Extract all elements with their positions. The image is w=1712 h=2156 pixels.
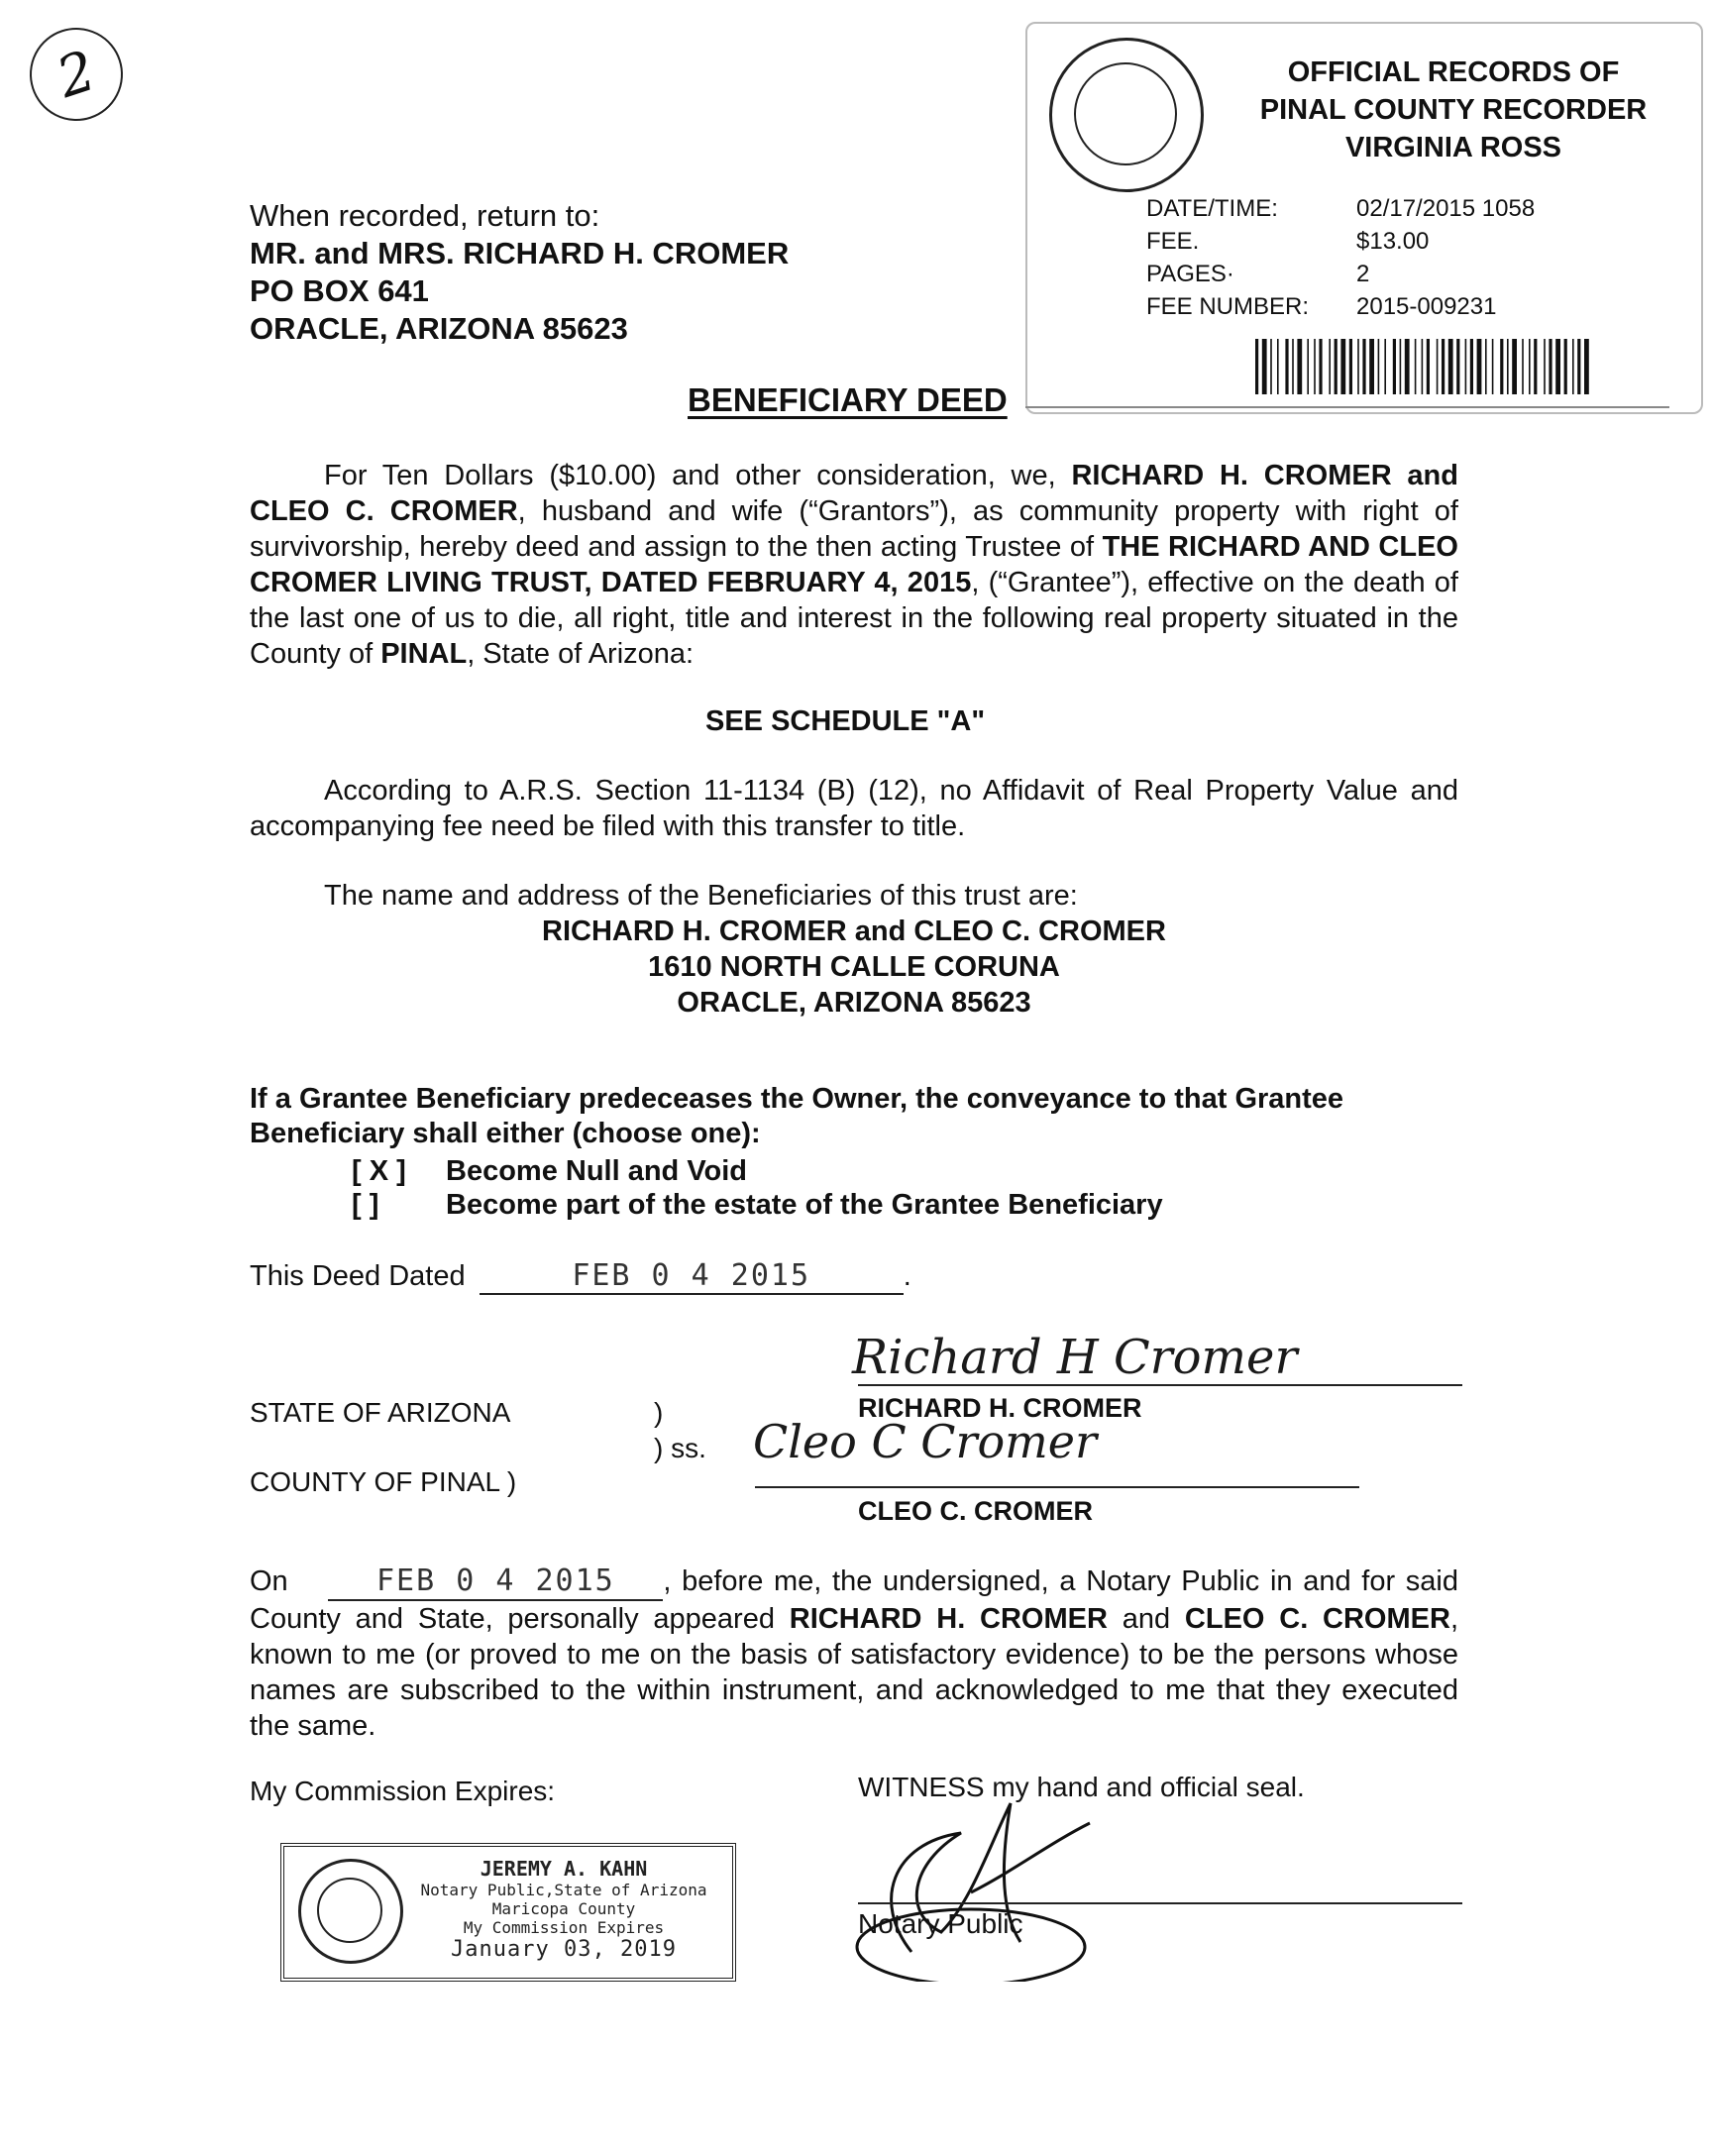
trust-name: THE RICHARD AND CLEO CROMER LIVING TRUST, DATED FEBRUARY 4, 2015 bbox=[250, 531, 1458, 598]
commission-label: My Commission Expires: bbox=[250, 1776, 556, 1806]
schedule-reference: SEE SCHEDULE "A" bbox=[705, 705, 986, 737]
beneficiary-line: RICHARD H. CROMER and CLEO C. CROMER bbox=[542, 916, 1166, 947]
venue-ss: ) ss. bbox=[654, 1433, 706, 1463]
barcode-bar bbox=[1442, 339, 1444, 394]
barcode-bar bbox=[1415, 339, 1417, 394]
barcode-bar bbox=[1285, 339, 1288, 394]
field-label: FEE. bbox=[1146, 228, 1200, 255]
barcode-bar bbox=[1297, 339, 1302, 394]
barcode-bar bbox=[1555, 339, 1560, 394]
barcode-bar bbox=[1470, 339, 1473, 394]
barcode-bar bbox=[1437, 339, 1439, 394]
ack-text: , known to me (or proved to me on the basis of satisfactory evidence) to be the persons whose names are subscribed to the within instrument, and acknowledged to me that they executed the same. bbox=[250, 1603, 1458, 1742]
venue-county: COUNTY OF PINAL ) bbox=[250, 1466, 517, 1497]
recording-fields bbox=[1146, 192, 1535, 323]
deed-dated-label: This Deed Dated bbox=[250, 1260, 466, 1292]
barcode-bar bbox=[1485, 339, 1487, 394]
barcode-bar bbox=[1492, 339, 1494, 394]
barcode-bar bbox=[1529, 339, 1531, 394]
barcode-bar bbox=[1477, 339, 1482, 394]
barcode-bar bbox=[1534, 339, 1537, 394]
barcode bbox=[1255, 339, 1592, 394]
notary-signature bbox=[852, 1783, 1110, 1982]
barcode-bar bbox=[1340, 339, 1345, 394]
acknowledgment-paragraph bbox=[250, 1563, 1458, 1744]
grant-text: , (“Grantee”), effective on the death of the last one of us to die, all right, title and interest in the following real property situated in the County of bbox=[250, 567, 1458, 670]
barcode-bar bbox=[1427, 339, 1430, 394]
option-estate bbox=[352, 1189, 1163, 1222]
deed-dated bbox=[250, 1258, 911, 1295]
field-value: 02/17/2015 1058 bbox=[1356, 195, 1536, 222]
recorder-header-line: OFFICIAL RECORDS OF bbox=[1287, 56, 1620, 88]
option-null-void bbox=[352, 1155, 747, 1188]
barcode-bar bbox=[1522, 339, 1524, 394]
field-label: PAGES· bbox=[1146, 261, 1234, 287]
barcode-bar bbox=[1292, 339, 1294, 394]
county-name: PINAL bbox=[380, 638, 468, 670]
barcode-bar bbox=[1307, 339, 1309, 394]
signer-name: CLEO C. CROMER bbox=[858, 1496, 1094, 1526]
recorder-header bbox=[1226, 54, 1681, 166]
checkbox-checked: [ X ] bbox=[352, 1155, 406, 1187]
barcode-bar bbox=[1362, 339, 1365, 394]
barcode-bar bbox=[1319, 339, 1322, 394]
ack-text: and bbox=[1107, 1603, 1185, 1635]
period: . bbox=[903, 1260, 911, 1292]
barcode-bar bbox=[1255, 339, 1258, 394]
signature-line bbox=[858, 1384, 1462, 1386]
barcode-bar bbox=[1544, 339, 1546, 394]
witness-text: WITNESS my hand and official seal. bbox=[858, 1772, 1305, 1802]
deed-date-stamp: FEB 0 4 2015 bbox=[572, 1258, 811, 1293]
notary-line: Maricopa County bbox=[491, 1899, 636, 1918]
beneficiaries-block bbox=[250, 914, 1458, 1021]
barcode-bar bbox=[1465, 339, 1467, 394]
venue-state: STATE OF ARIZONA bbox=[250, 1397, 511, 1428]
barcode-bar bbox=[1384, 339, 1386, 394]
statute-paragraph: According to A.R.S. Section 11-1134 (B) (12), no Affidavit of Real Property Value and accompanying fee need be filed with this transfer to title. bbox=[250, 775, 1458, 842]
barcode-bar bbox=[1400, 339, 1402, 394]
grant-text: , State of Arizona: bbox=[467, 638, 695, 670]
return-to-line: PO BOX 641 bbox=[250, 273, 429, 308]
notary-stamp-text bbox=[405, 1857, 722, 1962]
field-value: $13.00 bbox=[1356, 228, 1430, 255]
notary-stamp bbox=[280, 1843, 736, 1982]
barcode-bar bbox=[1584, 339, 1589, 394]
return-to-line: MR. and MRS. RICHARD H. CROMER bbox=[250, 236, 790, 270]
field-label: FEE NUMBER: bbox=[1146, 293, 1310, 320]
barcode-bar bbox=[1393, 339, 1396, 394]
beneficiary-line: 1610 NORTH CALLE CORUNA bbox=[648, 951, 1060, 983]
barcode-bar bbox=[1507, 339, 1509, 394]
barcode-bar bbox=[1512, 339, 1517, 394]
document-title: BENEFICIARY DEED bbox=[688, 381, 1008, 418]
barcode-bar bbox=[1500, 339, 1503, 394]
signature-richard: Richard H Cromer bbox=[852, 1330, 1298, 1385]
county-seal-icon bbox=[1049, 38, 1204, 192]
recorder-header-line: PINAL COUNTY RECORDER bbox=[1259, 94, 1648, 126]
notary-signature-line bbox=[858, 1902, 1462, 1904]
ack-text: , before me, the undersigned, a Notary Public in and for said County and State, personally appeared bbox=[250, 1565, 1458, 1635]
ack-name: RICHARD H. CROMER bbox=[789, 1603, 1108, 1635]
barcode-bar bbox=[1369, 339, 1374, 394]
beneficiaries-intro: The name and address of the Beneficiaries of this trust are: bbox=[324, 880, 1078, 912]
barcode-bar bbox=[1378, 339, 1380, 394]
barcode-bar bbox=[1277, 339, 1279, 394]
barcode-bar bbox=[1422, 339, 1424, 394]
ack-text: On bbox=[250, 1565, 288, 1597]
notary-expiry: January 03, 2019 bbox=[451, 1937, 677, 1962]
notary-line: My Commission Expires bbox=[463, 1918, 665, 1937]
venue-paren: ) bbox=[654, 1397, 664, 1428]
barcode-bar bbox=[1270, 339, 1272, 394]
notary-label: Notary Public bbox=[858, 1908, 1023, 1939]
barcode-bar bbox=[1335, 339, 1338, 394]
signer-name: RICHARD H. CROMER bbox=[858, 1393, 1142, 1423]
barcode-bar bbox=[1349, 339, 1352, 394]
beneficiary-line: ORACLE, ARIZONA 85623 bbox=[677, 987, 1031, 1019]
checkbox-unchecked: [ ] bbox=[352, 1189, 379, 1221]
signature-cleo: Cleo C Cromer bbox=[753, 1415, 1097, 1468]
recorder-header-line: VIRGINIA ROSS bbox=[1344, 132, 1562, 163]
return-to-line: ORACLE, ARIZONA 85623 bbox=[250, 311, 628, 346]
notary-name: JEREMY A. KAHN bbox=[480, 1857, 648, 1881]
barcode-bar bbox=[1448, 339, 1453, 394]
notary-line: Notary Public,State of Arizona bbox=[420, 1881, 707, 1899]
option-label: Become Null and Void bbox=[446, 1155, 748, 1187]
signature-line bbox=[755, 1486, 1359, 1488]
predecease-clause: If a Grantee Beneficiary predeceases the Owner, the conveyance to that Grantee Beneficiary shall either (choose one): bbox=[250, 1083, 1344, 1149]
page-number-circle bbox=[18, 16, 135, 133]
return-to-intro: When recorded, return to: bbox=[250, 198, 600, 233]
field-label: DATE/TIME: bbox=[1146, 195, 1278, 222]
field-value: 2015-009231 bbox=[1356, 293, 1497, 320]
page-number: 2 bbox=[50, 38, 103, 111]
grant-text: For Ten Dollars ($10.00) and other consideration, we, bbox=[324, 460, 1072, 491]
barcode-bar bbox=[1549, 339, 1552, 394]
option-label: Become part of the estate of the Grantee Beneficiary bbox=[446, 1189, 1163, 1221]
barcode-bar bbox=[1405, 339, 1410, 394]
grantor-names: RICHARD H. CROMER and CLEO C. CROMER bbox=[250, 460, 1458, 527]
barcode-bar bbox=[1572, 339, 1574, 394]
barcode-bar bbox=[1329, 339, 1331, 394]
barcode-bar bbox=[1577, 339, 1580, 394]
barcode-bar bbox=[1456, 339, 1459, 394]
divider bbox=[1025, 406, 1669, 408]
grant-text: , husband and wife (“Grantors”), as community property with right of survivorship, hereby deed and assign to the then acting Trustee of bbox=[250, 495, 1458, 563]
barcode-bar bbox=[1357, 339, 1359, 394]
ack-date-stamp: FEB 0 4 2015 bbox=[376, 1563, 615, 1598]
field-value: 2 bbox=[1356, 261, 1370, 287]
arizona-seal-icon bbox=[298, 1859, 403, 1964]
grant-paragraph bbox=[250, 458, 1458, 672]
barcode-bar bbox=[1262, 339, 1267, 394]
recorder-label bbox=[1025, 22, 1703, 414]
barcode-bar bbox=[1564, 339, 1567, 394]
barcode-bar bbox=[1314, 339, 1316, 394]
ack-name: CLEO C. CROMER bbox=[1184, 1603, 1450, 1635]
